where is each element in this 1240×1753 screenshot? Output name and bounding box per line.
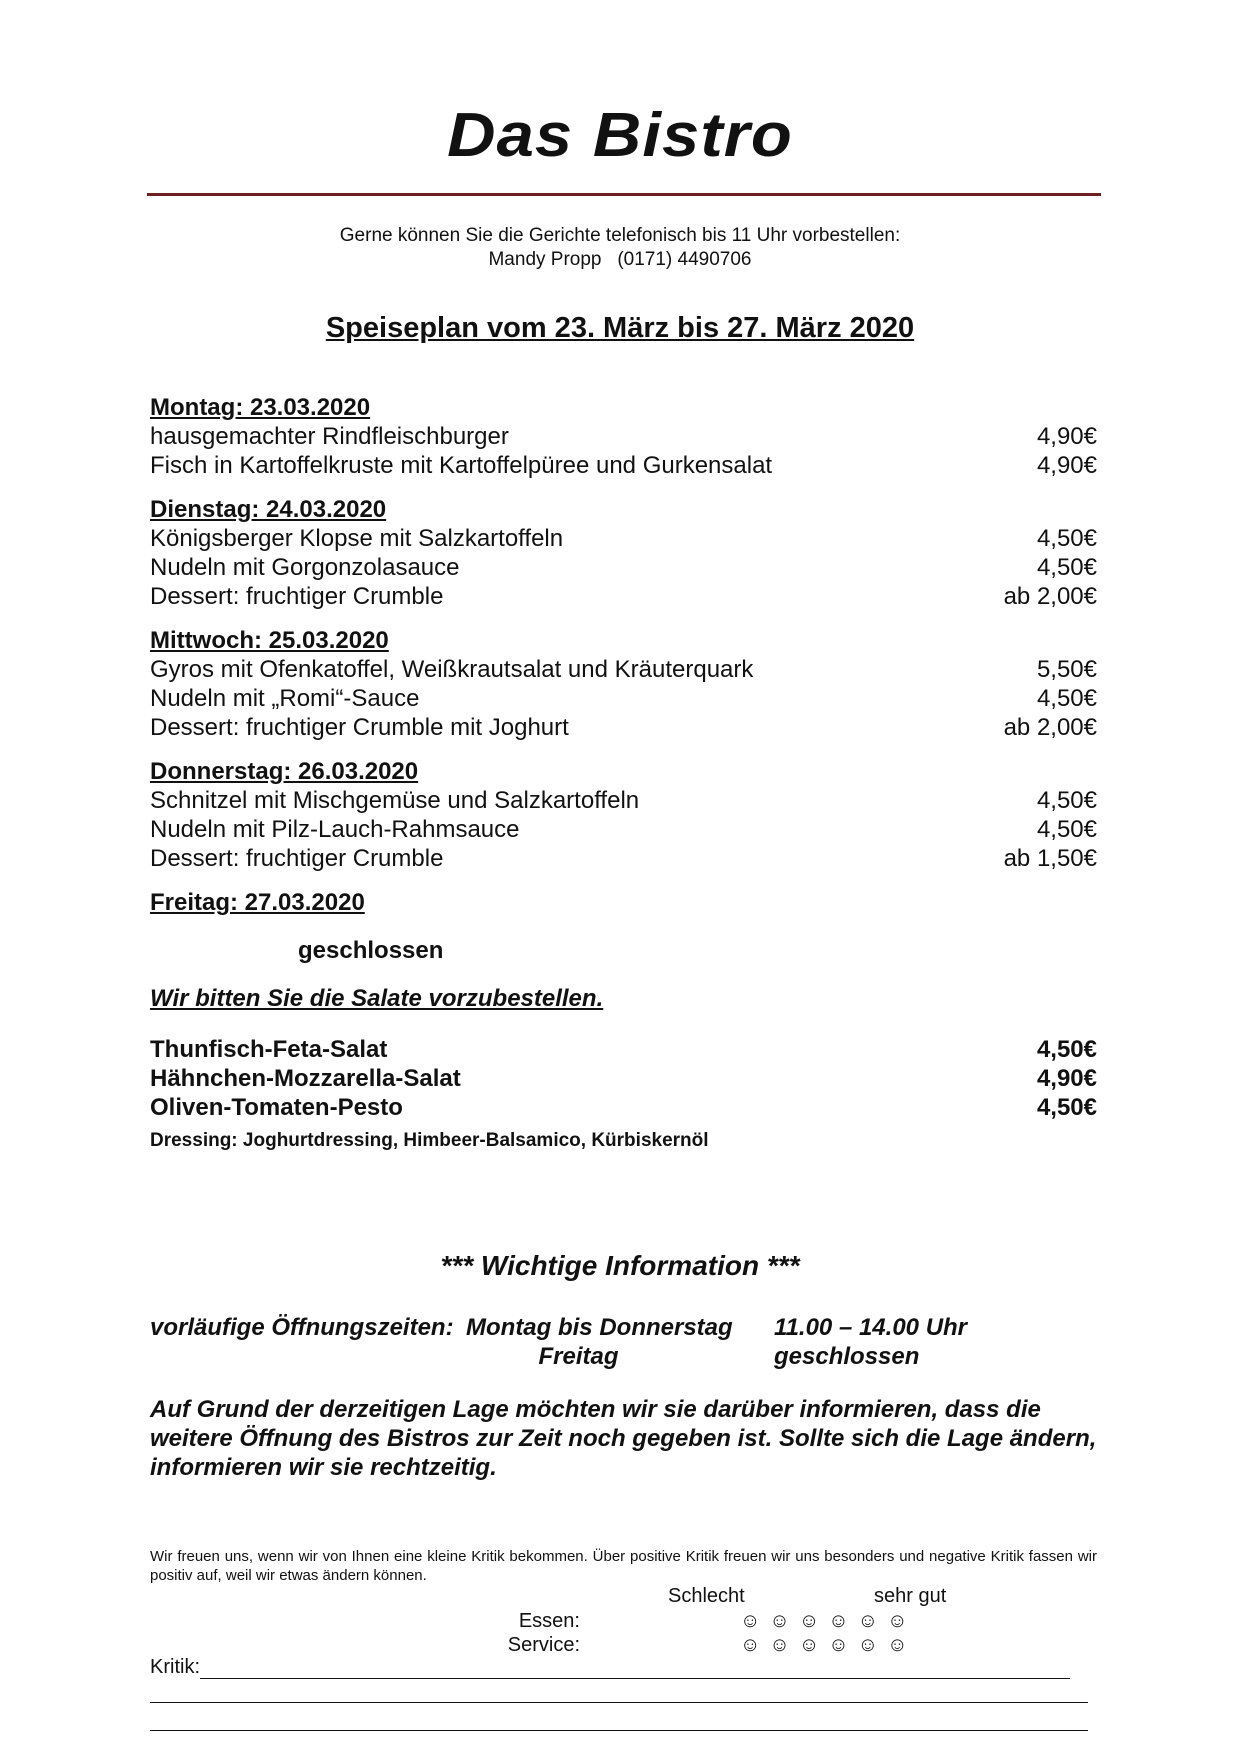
menu-plan-title: Speiseplan vom 23. März bis 27. März 2020: [325, 312, 915, 344]
day-heading: Montag: 23.03.2020: [150, 394, 371, 421]
day-wednesday: [150, 627, 1097, 742]
dish-price: 4,50€: [1036, 685, 1097, 712]
salad-item: [150, 1093, 1097, 1122]
restaurant-title: Das Bistro: [447, 101, 793, 170]
dish-name: Nudeln mit Pilz-Lauch-Rahmsauce: [150, 816, 520, 843]
dish-price: ab 1,50€: [1003, 845, 1097, 872]
critique-line[interactable]: [150, 1702, 1088, 1703]
day-tuesday: [150, 496, 1097, 611]
rating-label: Service:: [507, 1634, 580, 1656]
salad-price: 4,50€: [1036, 1094, 1097, 1121]
menu-item: [150, 582, 1097, 611]
salad-name: Oliven-Tomaten-Pesto: [150, 1094, 403, 1121]
menu-item: [150, 713, 1097, 742]
hours-time: geschlossen: [774, 1343, 920, 1370]
dish-name: Dessert: fruchtiger Crumble: [150, 583, 444, 610]
dish-name: Fisch in Kartoffelkruste mit Kartoffelpüree und Gurkensalat: [150, 452, 773, 479]
opening-hours: [150, 1313, 1050, 1371]
day-heading: Freitag: 27.03.2020: [150, 889, 365, 916]
salad-preorder-note: Wir bitten Sie die Salate vorzubestellen.: [150, 985, 604, 1012]
salad-price: 4,90€: [1036, 1065, 1097, 1092]
salad-price: 4,50€: [1036, 1036, 1097, 1063]
smiley-rating-service[interactable]: ☺☺☺☺☺☺: [740, 1634, 917, 1656]
preorder-contact: Mandy Propp (0171) 4490706: [488, 249, 752, 270]
dish-name: Nudeln mit Gorgonzolasauce: [150, 554, 460, 581]
dish-price: 4,90€: [1036, 423, 1097, 450]
opening-hours-label: vorläufige Öffnungszeiten:: [150, 1314, 454, 1341]
menu-item: [150, 524, 1097, 553]
closed-label: geschlossen: [298, 937, 444, 964]
important-info-title: *** Wichtige Information ***: [440, 1250, 800, 1281]
feedback-text: Wir freuen uns, wenn wir von Ihnen eine kleine Kritik bekommen. Über positive Kritik freuen wir uns besonders und negative Kritik fassen wir positiv auf, weil wir etwas ändern können.: [150, 1548, 1097, 1584]
scale-high-label: sehr gut: [874, 1585, 947, 1607]
preorder-note: [0, 224, 1240, 272]
dish-name: hausgemachter Rindfleischburger: [150, 423, 509, 450]
menu-item: [150, 422, 1097, 451]
preorder-note-line1: Gerne können Sie die Gerichte telefonisch bis 11 Uhr vorbestellen:: [339, 225, 901, 246]
dish-name: Nudeln mit „Romi“-Sauce: [150, 685, 420, 712]
salad-item: [150, 1035, 1097, 1064]
menu-item: [150, 786, 1097, 815]
scale-low-label: Schlecht: [668, 1585, 745, 1607]
title-divider: [147, 193, 1101, 196]
critique-label: Kritik:: [150, 1656, 200, 1678]
menu-item: [150, 553, 1097, 582]
dish-name: Gyros mit Ofenkatoffel, Weißkrautsalat und Kräuterquark: [150, 656, 754, 683]
dish-price: 4,50€: [1036, 554, 1097, 581]
menu-item: [150, 451, 1097, 480]
dish-price: ab 2,00€: [1003, 583, 1097, 610]
dish-price: 5,50€: [1036, 656, 1097, 683]
day-friday: [150, 889, 1097, 965]
hours-time: 11.00 – 14.00 Uhr: [774, 1314, 968, 1341]
smiley-rating-food[interactable]: ☺☺☺☺☺☺: [740, 1610, 917, 1632]
hours-days: Montag bis Donnerstag: [466, 1314, 733, 1341]
dish-price: ab 2,00€: [1003, 714, 1097, 741]
salad-list: [150, 1035, 1097, 1122]
dish-price: 4,50€: [1036, 816, 1097, 843]
critique-line[interactable]: [150, 1730, 1088, 1731]
dish-name: Dessert: fruchtiger Crumble: [150, 845, 444, 872]
salad-item: [150, 1064, 1097, 1093]
day-thursday: [150, 758, 1097, 873]
day-heading: Donnerstag: 26.03.2020: [150, 758, 419, 785]
menu-item: [150, 684, 1097, 713]
day-heading: Mittwoch: 25.03.2020: [150, 627, 389, 654]
critique-line[interactable]: [200, 1661, 1070, 1679]
dish-price: 4,50€: [1036, 525, 1097, 552]
menu-item: [150, 655, 1097, 684]
dish-price: 4,90€: [1036, 452, 1097, 479]
dish-name: Dessert: fruchtiger Crumble mit Joghurt: [150, 714, 569, 741]
day-heading: Dienstag: 24.03.2020: [150, 496, 387, 523]
dressing-options: Dressing: Joghurtdressing, Himbeer-Balsamico, Kürbiskernöl: [150, 1130, 709, 1151]
salad-name: Thunfisch-Feta-Salat: [150, 1036, 388, 1063]
menu-item: [150, 844, 1097, 873]
day-monday: [150, 394, 1097, 480]
dish-name: Schnitzel mit Mischgemüse und Salzkartoffeln: [150, 787, 640, 814]
situation-message: Auf Grund der derzeitigen Lage möchten wir sie darüber informieren, dass die weitere Öffnung des Bistros zur Zeit noch gegeben ist. Sollte sich die Lage ändern, informieren wir sie rechtzeitig.: [150, 1396, 1097, 1481]
weekly-menu: [150, 394, 1097, 1152]
critique-field[interactable]: [150, 1656, 1070, 1679]
salad-name: Hähnchen-Mozzarella-Salat: [150, 1065, 461, 1092]
rating-label: Essen:: [518, 1610, 580, 1632]
hours-days: Freitag: [538, 1343, 619, 1370]
menu-item: [150, 815, 1097, 844]
dish-price: 4,50€: [1036, 787, 1097, 814]
dish-name: Königsberger Klopse mit Salzkartoffeln: [150, 525, 564, 552]
